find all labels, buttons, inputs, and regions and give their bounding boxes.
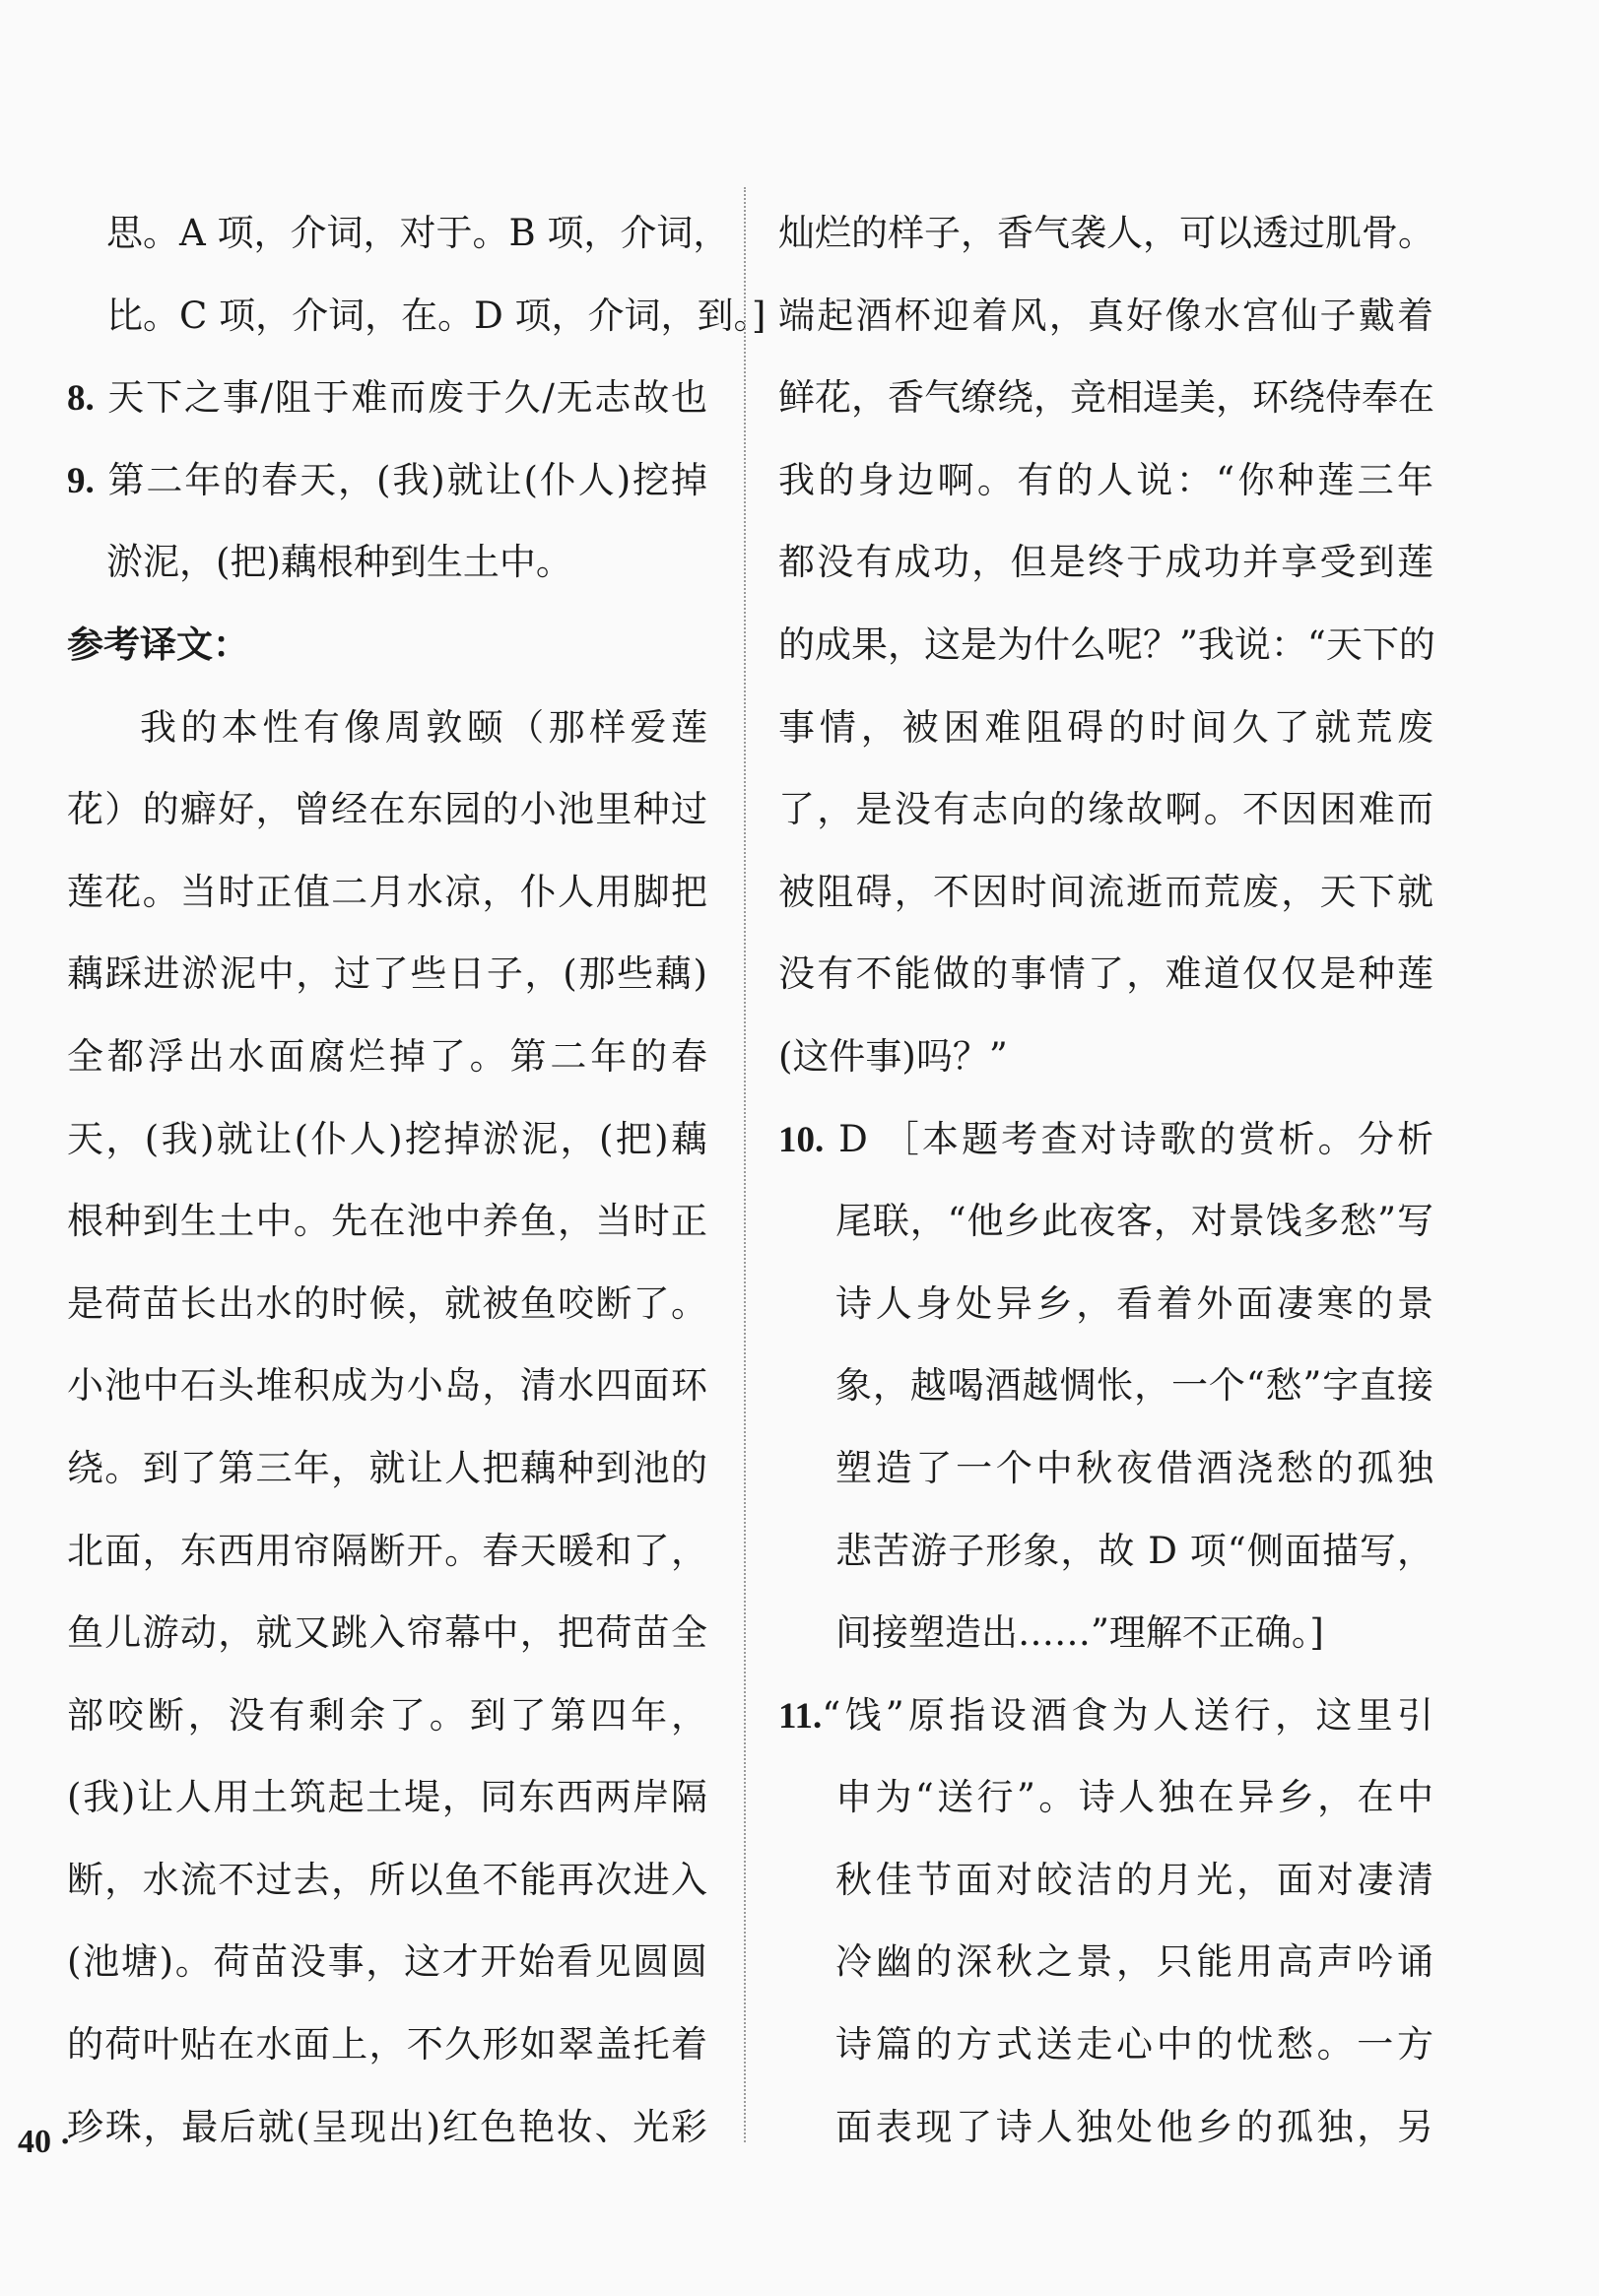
- text-line: 藕踩进淤泥中，过了些日子，(那些藕): [67, 952, 707, 996]
- text-line: 象，越喝酒越惆怅，一个“愁”字直接: [835, 1364, 1433, 1408]
- text-line: 部咬断，没有剩余了。到了第四年，: [67, 1693, 707, 1737]
- text-line: 了，是没有志向的缘故啊。不因困难而: [778, 788, 1433, 831]
- text-line: (这件事)吗？”: [778, 1034, 1008, 1078]
- text-line: 我的身边啊。有的人说：“你种莲三年: [778, 458, 1433, 501]
- page-number: 40 ·: [18, 2124, 71, 2160]
- text-line: 端起酒杯迎着风，真好像水宫仙子戴着: [778, 294, 1433, 337]
- right-column: [778, 192, 1433, 2168]
- item-number: 9.: [67, 460, 95, 501]
- answer-item-11: [778, 1674, 1433, 1757]
- text-line: 悲苦游子形象，故 D 项“侧面描写，: [835, 1529, 1433, 1572]
- text-line: 绕。到了第三年，就让人把藕种到池的: [67, 1446, 707, 1489]
- text-line: 比。C 项，介词，在。D 项，介词，到。]: [106, 294, 766, 337]
- item-number: 8.: [67, 378, 95, 420]
- left-column: [67, 192, 766, 2168]
- text-line: 是荷苗长出水的时候，就被鱼咬断了。: [67, 1281, 707, 1325]
- text-line: 思。A 项，介词，对于。B 项，介词，: [106, 212, 730, 254]
- text-line: 塑造了一个中秋夜借酒浇愁的孤独: [835, 1446, 1433, 1489]
- text-line: 小池中石头堆积成为小岛，清水四面环: [67, 1364, 707, 1408]
- text-line: 北面，东西用帘隔断开。春天暖和了，: [67, 1529, 707, 1572]
- text-line: 的成果，这是为什么呢？”我说：“天下的: [778, 623, 1435, 666]
- text-line: 珍珠，最后就(呈现出)红色艳妆、光彩: [67, 2105, 707, 2148]
- text-line: 鱼儿游动，就又跳入帘幕中，把荷苗全: [67, 1611, 707, 1655]
- text-line: 冷幽的深秋之景，只能用高声吟诵: [835, 1940, 1433, 1984]
- text-line: 诗人身处异乡，看着外面凄寒的景: [835, 1281, 1433, 1325]
- text-line: 鲜花，香气缭绕，竞相逞美，环绕侍奉在: [778, 376, 1434, 420]
- column-divider: [744, 187, 746, 2142]
- text-line: 根种到生土中。先在池中养鱼，当时正: [67, 1200, 707, 1243]
- text-line: (我)让人用土筑起土堤，同东西两岸隔: [67, 1776, 707, 1819]
- item-text: 天下之事/阻于难而废于久/无志故也: [94, 376, 707, 420]
- text-line: 都没有成功，但是终于成功并享受到莲: [778, 541, 1433, 584]
- text-line: 申为“送行”。诗人独在异乡，在中: [835, 1776, 1433, 1819]
- text-line: 莲花。当时正值二月水凉，仆人用脚把: [67, 870, 707, 913]
- text-line: 淤泥，(把)藕根种到生土中。: [106, 541, 572, 584]
- answer-item-10: [778, 1098, 1433, 1181]
- text-line: 我的本性有像周敦颐（那样爱莲: [140, 705, 707, 749]
- item-text: D ［本题考查对诗歌的赏析。分析: [824, 1117, 1433, 1160]
- text-line: 间接塑造出……”理解不正确。]: [835, 1611, 1324, 1655]
- text-line: 面表现了诗人独处他乡的孤独，另: [835, 2105, 1433, 2148]
- text-line: 没有不能做的事情了，难道仅仅是种莲: [778, 952, 1433, 996]
- text-line: 尾联，“他乡此夜客，对景饯多愁”写: [835, 1200, 1433, 1243]
- text-line: 天，(我)就让(仆人)挖掉淤泥，(把)藕: [67, 1117, 707, 1160]
- text-line: 事情，被困难阻碍的时间久了就荒废: [778, 705, 1433, 749]
- answer-item-8: [67, 357, 707, 439]
- item-text: “饯”原指设酒食为人送行，这里引: [822, 1693, 1433, 1737]
- item-text: 第二年的春天，(我)就让(仆人)挖掉: [94, 458, 707, 501]
- text-line: (池塘)。荷苗没事，这才开始看见圆圆: [67, 1940, 707, 1984]
- text-line: 灿烂的样子，香气袭人，可以透过肌骨。: [778, 212, 1434, 254]
- text-line: 诗篇的方式送走心中的忧愁。一方: [835, 2023, 1433, 2066]
- item-number: 11.: [778, 1695, 823, 1737]
- text-line: 被阻碍，不因时间流逝而荒废，天下就: [778, 870, 1433, 913]
- item-number: 10.: [778, 1119, 825, 1160]
- text-line: 的荷叶贴在水面上，不久形如翠盖托着: [67, 2023, 707, 2066]
- text-line: 断，水流不过去，所以鱼不能再次进入: [67, 1858, 707, 1901]
- text-line: 全都浮出水面腐烂掉了。第二年的春: [67, 1034, 707, 1078]
- text-line: 花）的癖好，曾经在东园的小池里种过: [67, 788, 707, 831]
- section-heading: 参考译文：: [67, 623, 249, 666]
- text-line: 秋佳节面对皎洁的月光，面对凄清: [835, 1858, 1433, 1901]
- answer-item-9: [67, 439, 707, 522]
